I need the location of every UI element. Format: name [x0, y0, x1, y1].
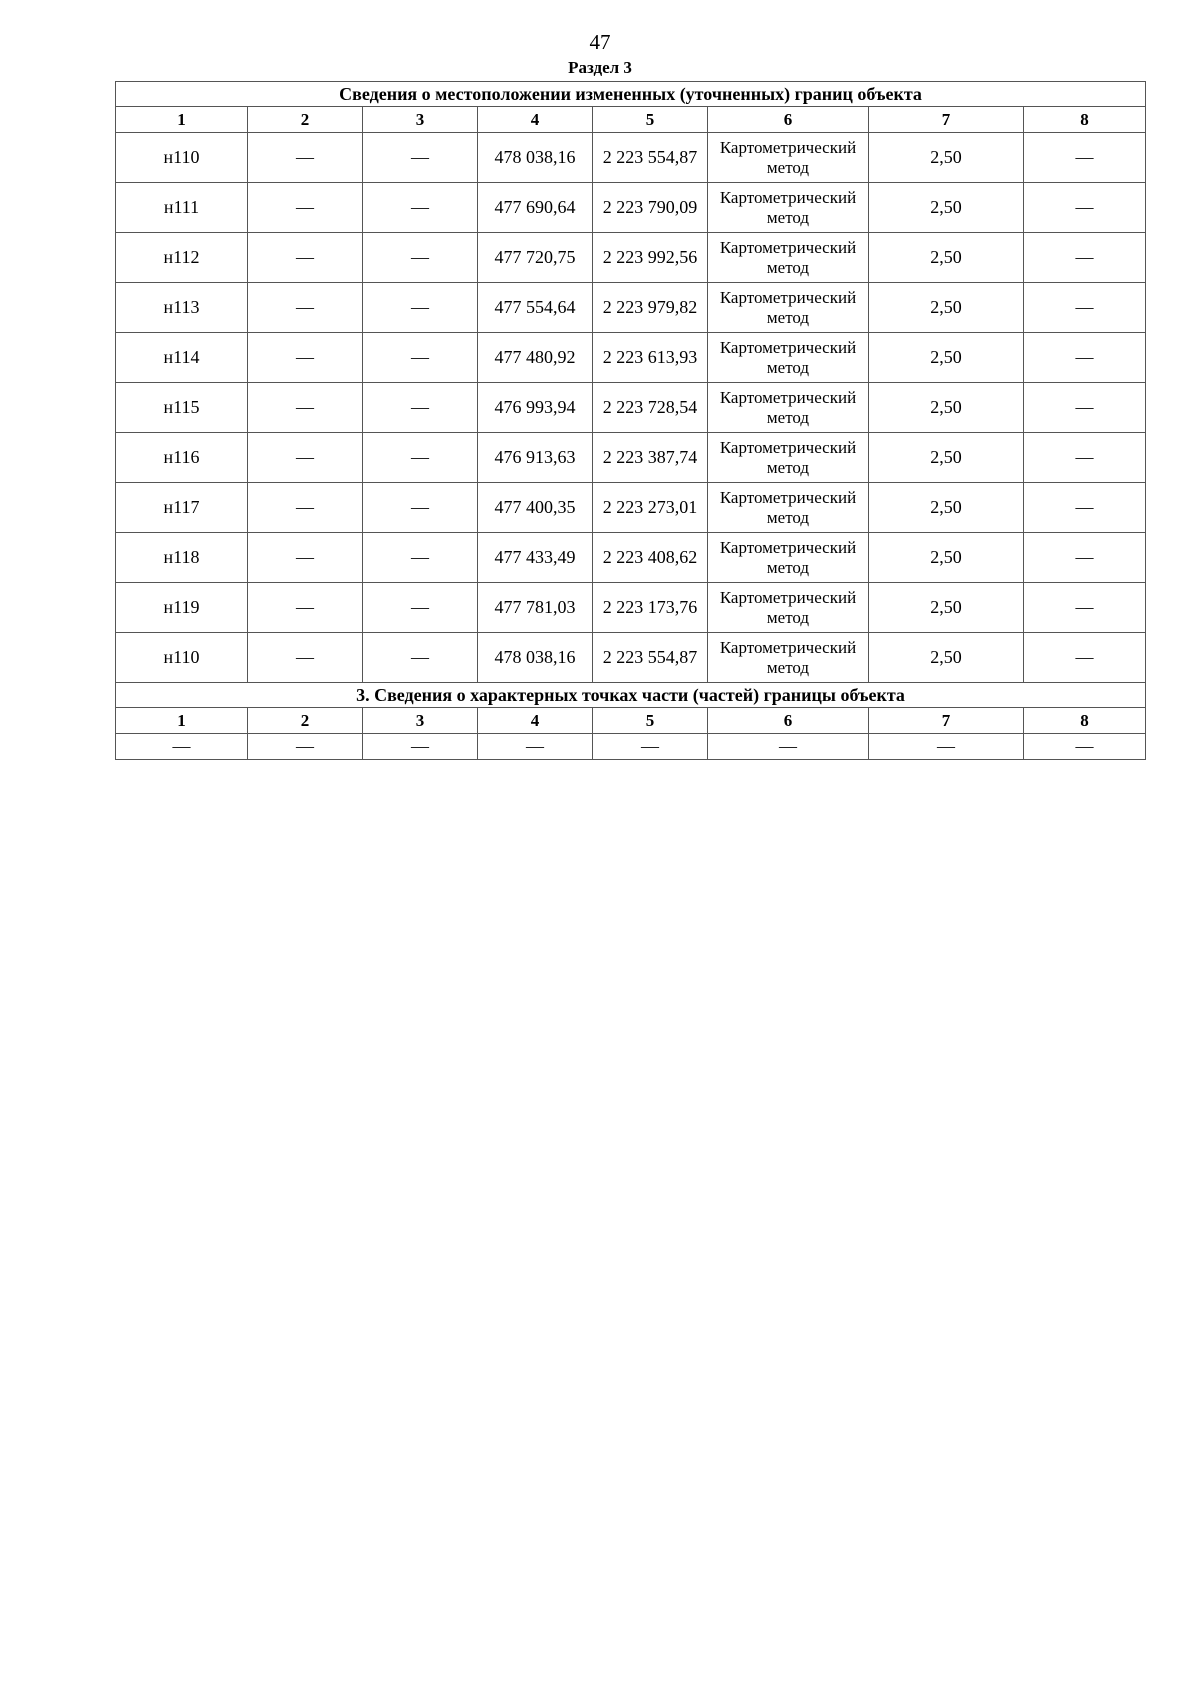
table2-header-row: [116, 708, 1146, 734]
table-cell: —: [1024, 233, 1146, 283]
section-title: Раздел 3: [568, 58, 632, 77]
table-cell: —: [363, 383, 478, 433]
table-cell: Картометрический метод: [708, 633, 869, 683]
table-cell: —: [248, 633, 363, 683]
table-cell: Картометрический метод: [708, 183, 869, 233]
boundary-table: [115, 81, 1146, 760]
table-cell: 477 400,35: [478, 483, 593, 533]
table-cell: 2 223 728,54: [593, 383, 708, 433]
table-cell: —: [1024, 734, 1146, 760]
table-cell: 477 433,49: [478, 533, 593, 583]
table-cell: —: [363, 433, 478, 483]
table-cell: —: [593, 734, 708, 760]
table-cell: —: [869, 734, 1024, 760]
table-cell: 476 913,63: [478, 433, 593, 483]
table-cell: 2,50: [869, 333, 1024, 383]
table-cell: —: [248, 133, 363, 183]
table-row: [116, 583, 1146, 633]
column-header: 4: [478, 708, 593, 734]
table-cell: —: [1024, 483, 1146, 533]
column-header: 7: [869, 107, 1024, 133]
table-cell: 2,50: [869, 383, 1024, 433]
table-cell: —: [363, 183, 478, 233]
table-cell: —: [1024, 283, 1146, 333]
table-cell: 478 038,16: [478, 133, 593, 183]
page-number: 47: [589, 30, 611, 54]
table-cell: н119: [116, 583, 248, 633]
column-header: 1: [116, 107, 248, 133]
table-cell: 2 223 979,82: [593, 283, 708, 333]
table-cell: 2 223 408,62: [593, 533, 708, 583]
table1-header-row: [116, 107, 1146, 133]
table-cell: —: [248, 233, 363, 283]
table-cell: 477 720,75: [478, 233, 593, 283]
table-cell: 2 223 790,09: [593, 183, 708, 233]
table-cell: —: [363, 633, 478, 683]
table-row: [116, 333, 1146, 383]
table1-title: [116, 82, 1146, 107]
table-cell: н110: [116, 133, 248, 183]
table-cell: —: [363, 483, 478, 533]
table-cell: н115: [116, 383, 248, 433]
table-cell: 477 554,64: [478, 283, 593, 333]
table-cell: н116: [116, 433, 248, 483]
column-header: 5: [593, 107, 708, 133]
table-cell: 2,50: [869, 283, 1024, 333]
column-header: 5: [593, 708, 708, 734]
column-header: 4: [478, 107, 593, 133]
table-cell: 2,50: [869, 433, 1024, 483]
table-cell: 2 223 387,74: [593, 433, 708, 483]
table-cell: Картометрический метод: [708, 533, 869, 583]
table-row: [116, 483, 1146, 533]
table-cell: 477 781,03: [478, 583, 593, 633]
table-cell: —: [708, 734, 869, 760]
table-cell: 477 690,64: [478, 183, 593, 233]
column-header: 6: [708, 107, 869, 133]
table2-title: [116, 683, 1146, 708]
table-cell: —: [478, 734, 593, 760]
table-row: [116, 433, 1146, 483]
table-row: [116, 383, 1146, 433]
table-cell: —: [116, 734, 248, 760]
table-body: [116, 82, 1146, 760]
table-cell: н112: [116, 233, 248, 283]
table-cell: Картометрический метод: [708, 333, 869, 383]
table-cell: 2 223 173,76: [593, 583, 708, 633]
table-cell: Картометрический метод: [708, 433, 869, 483]
table-cell: —: [248, 734, 363, 760]
table-cell: н114: [116, 333, 248, 383]
table-row: [116, 183, 1146, 233]
table-cell: —: [1024, 183, 1146, 233]
table-cell: 2 223 992,56: [593, 233, 708, 283]
table-cell: н113: [116, 283, 248, 333]
table1-title-text: Сведения о местоположении измененных (уточненных) границ объекта: [116, 82, 1146, 107]
column-header: 3: [363, 708, 478, 734]
table-cell: 2,50: [869, 233, 1024, 283]
table-row: [116, 233, 1146, 283]
table-cell: —: [1024, 333, 1146, 383]
table-cell: —: [1024, 133, 1146, 183]
table-cell: —: [1024, 533, 1146, 583]
table-cell: 2,50: [869, 633, 1024, 683]
table-row: [116, 133, 1146, 183]
table-cell: 2 223 554,87: [593, 633, 708, 683]
column-header: 6: [708, 708, 869, 734]
table-cell: —: [1024, 583, 1146, 633]
table-cell: —: [363, 133, 478, 183]
table-cell: —: [1024, 633, 1146, 683]
table-cell: Картометрический метод: [708, 283, 869, 333]
table-cell: —: [1024, 433, 1146, 483]
table-cell: н118: [116, 533, 248, 583]
table-cell: Картометрический метод: [708, 383, 869, 433]
table-cell: —: [248, 383, 363, 433]
table-cell: н117: [116, 483, 248, 533]
column-header: 7: [869, 708, 1024, 734]
table-cell: —: [248, 483, 363, 533]
table-cell: —: [248, 433, 363, 483]
column-header: 8: [1024, 107, 1146, 133]
table-cell: 2,50: [869, 583, 1024, 633]
table-cell: 2,50: [869, 483, 1024, 533]
table-cell: —: [248, 283, 363, 333]
column-header: 1: [116, 708, 248, 734]
table-row: [116, 533, 1146, 583]
table-cell: 2 223 554,87: [593, 133, 708, 183]
table2-title-text: 3. Сведения о характерных точках части (частей) границы объекта: [116, 683, 1146, 708]
table-cell: 2 223 273,01: [593, 483, 708, 533]
table-cell: н110: [116, 633, 248, 683]
table-cell: —: [363, 283, 478, 333]
table-row: [116, 283, 1146, 333]
table-cell: 477 480,92: [478, 333, 593, 383]
column-header: 8: [1024, 708, 1146, 734]
table-cell: —: [363, 734, 478, 760]
table-cell: —: [363, 333, 478, 383]
column-header: 2: [248, 708, 363, 734]
table-cell: —: [248, 183, 363, 233]
table-cell: —: [248, 583, 363, 633]
table-row: [116, 734, 1146, 760]
table-cell: н111: [116, 183, 248, 233]
table-cell: 478 038,16: [478, 633, 593, 683]
table-cell: 2 223 613,93: [593, 333, 708, 383]
column-header: 2: [248, 107, 363, 133]
table-cell: Картометрический метод: [708, 583, 869, 633]
table-cell: —: [248, 333, 363, 383]
column-header: 3: [363, 107, 478, 133]
table-cell: 2,50: [869, 133, 1024, 183]
table-cell: Картометрический метод: [708, 233, 869, 283]
table-cell: 2,50: [869, 183, 1024, 233]
table-cell: Картометрический метод: [708, 483, 869, 533]
table-row: [116, 633, 1146, 683]
table-cell: —: [1024, 383, 1146, 433]
table-cell: 2,50: [869, 533, 1024, 583]
table-cell: —: [363, 583, 478, 633]
table-cell: —: [363, 233, 478, 283]
table-cell: —: [248, 533, 363, 583]
table-cell: Картометрический метод: [708, 133, 869, 183]
table-cell: —: [363, 533, 478, 583]
table-cell: 476 993,94: [478, 383, 593, 433]
